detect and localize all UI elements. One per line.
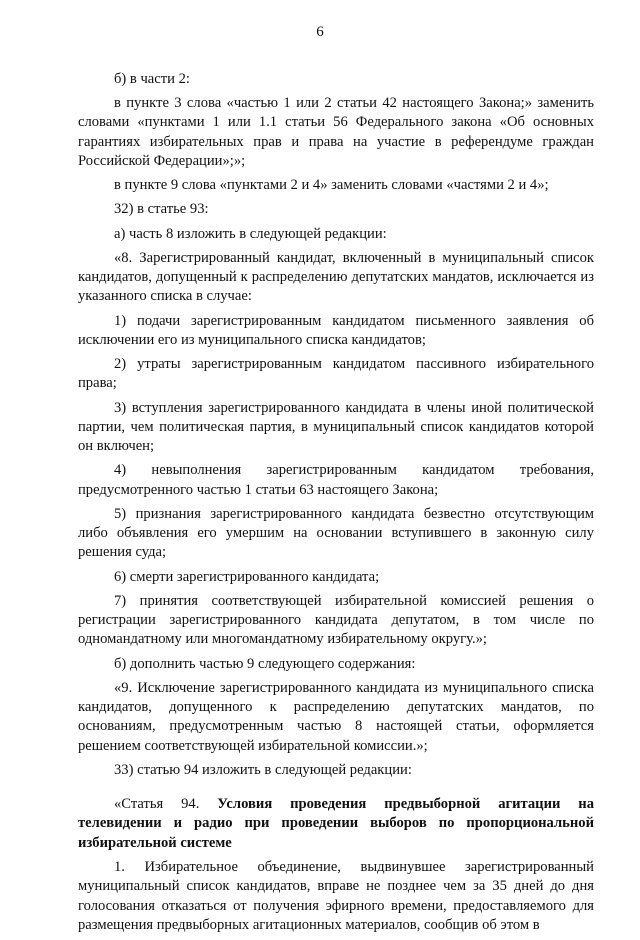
list-item-6: 6) смерти зарегистрированного кандидата; — [114, 568, 380, 585]
paragraph-b-part-9: б) дополнить частью 9 следующего содержания: — [114, 655, 416, 672]
page-number: 6 — [316, 24, 324, 40]
list-item-7: 7) принятия соответствующей избирательной комиссией решения о регистрации зарегистрированного кандидата депутатом, в том числе по одномандатному или многомандатному избирательному округу.»; — [78, 592, 594, 648]
article-94-prefix: «Статья 94. — [114, 796, 200, 813]
article-94-title: Условия проведения предвыборной агитации на телевидении и радио при проведении выборов по пропорциональной избирательной системе — [78, 796, 595, 851]
paragraph-33-article-94: 33) статью 94 изложить в следующей редакции: — [114, 761, 412, 778]
list-item-5: 5) признания зарегистрированного кандидата безвестно отсутствующим либо объявления его умершим на основании вступившего в законную силу решения суда; — [78, 505, 594, 561]
paragraph-item-3-replace: в пункте 3 слова «частью 1 или 2 статьи 42 настоящего Закона;» заменить словами «пунктами 1 или 1.1 статьи 56 Федерального закона «Об основных гарантиях избирательных прав и права на участие в референдуме граждан Российской Федерации»;»; — [78, 95, 594, 170]
list-item-4: 4) невыполнения зарегистрированным кандидатом требования, предусмотренного частью 1 статьи 63 настоящего Закона; — [78, 462, 594, 498]
paragraph-b-part-2: б) в части 2: — [114, 71, 190, 87]
paragraph-9-text: «9. Исключение зарегистрированного кандидата из муниципального списка кандидатов, допущенного к распределению депутатских мандатов, по основаниям, предусмотренным частью 8 настоящей статьи, оформляется решением соответствующей избирательной комиссии.»; — [78, 679, 594, 754]
paragraph-32-article-93: 32) в статье 93: — [114, 201, 209, 218]
list-item-1: 1) подачи зарегистрированным кандидатом письменного заявления об исключении его из муниципального списка кандидатов; — [78, 312, 594, 348]
paragraph-a-part-8: а) часть 8 изложить в следующей редакции: — [114, 225, 387, 242]
paragraph-8-intro: «8. Зарегистрированный кандидат, включенный в муниципальный список кандидатов, допущенный к распределению депутатских мандатов, исключается из указанного списка в случае: — [78, 249, 594, 305]
list-item-2: 2) утраты зарегистрированным кандидатом пассивного избирательного права; — [78, 356, 594, 392]
article-94-paragraph-1: 1. Избирательное объединение, выдвинувшее зарегистрированный муниципальный список кандидатов, вправе не позднее чем за 35 дней до дня голосования отказаться от получения эфирного времени, предоставляемого для размещения предвыборных агитационных материалов, сообщив об этом в — [78, 858, 594, 933]
list-item-3: 3) вступления зарегистрированного кандидата в члены иной политической партии, чем политическая партия, в муниципальный список кандидатов которой он включен; — [78, 399, 594, 455]
article-94-heading — [78, 795, 594, 853]
document-body — [78, 70, 594, 940]
paragraph-item-9-replace: в пункте 9 слова «пунктами 2 и 4» заменить словами «частями 2 и 4»; — [114, 177, 549, 194]
